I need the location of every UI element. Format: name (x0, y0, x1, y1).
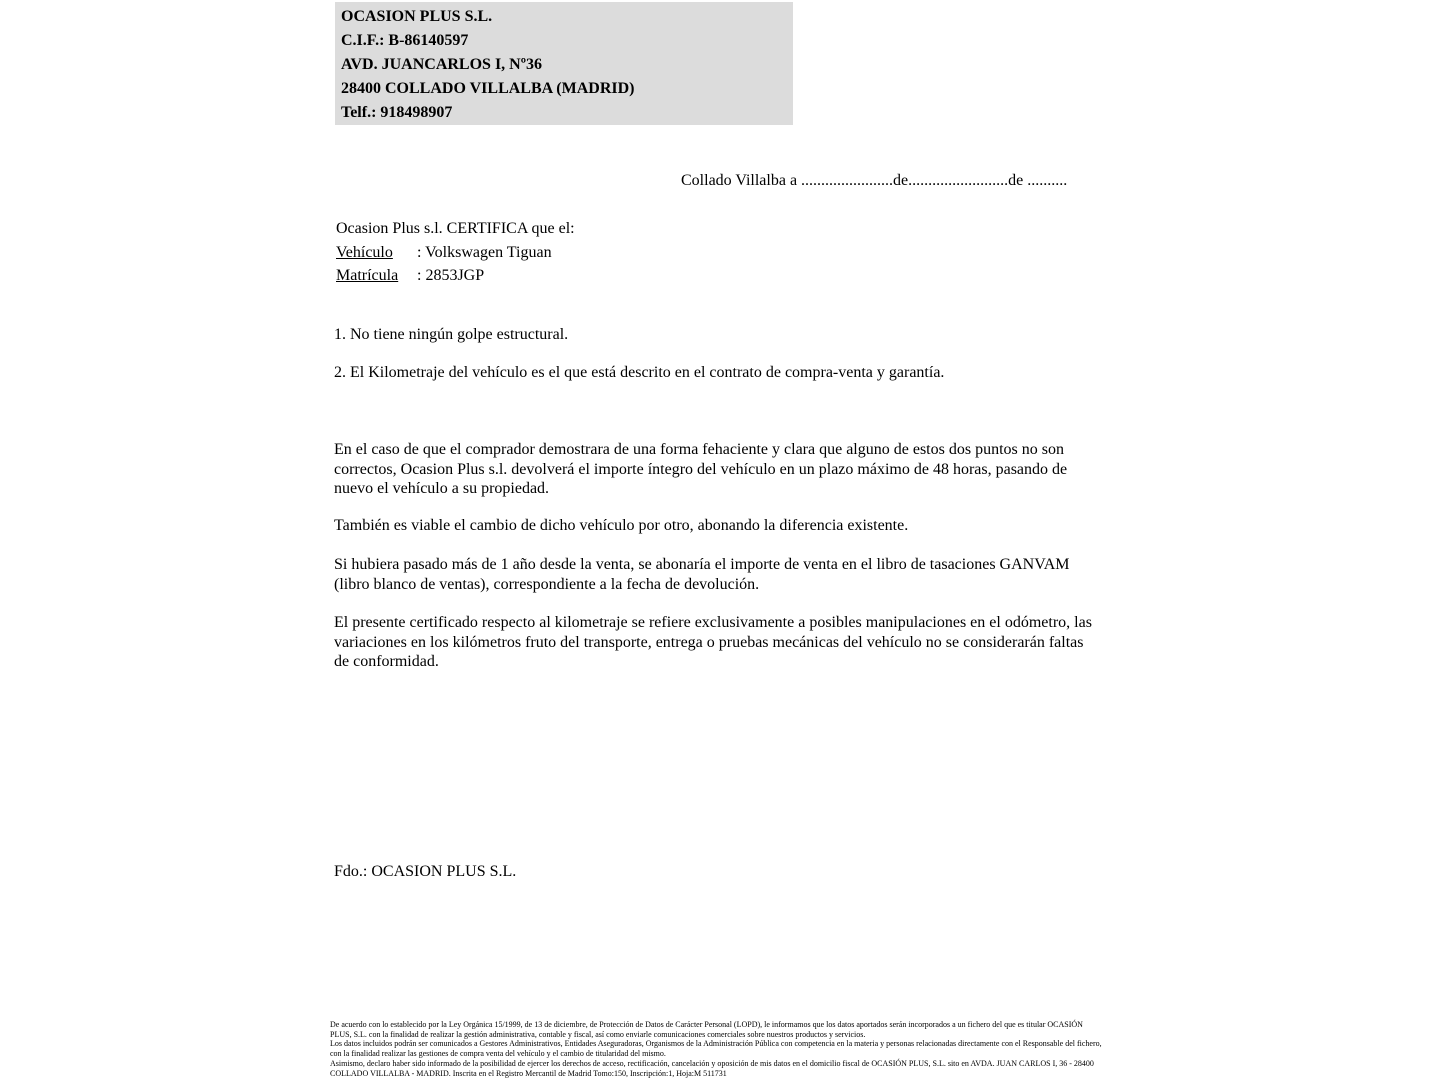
plate-separator: : (417, 267, 422, 284)
company-header-box (335, 2, 793, 125)
vehicle-label: Vehículo (336, 243, 393, 261)
signature-line: Fdo.: OCASION PLUS S.L. (334, 863, 517, 880)
condition-point-2: 2. El Kilometraje del vehículo es el que está descrito en el contrato de compra-venta y garantía. (334, 364, 945, 381)
paragraph-refund-terms: En el caso de que el comprador demostrara de una forma fehaciente y clara que alguno de estos dos puntos no son correctos, Ocasion Plus s.l. devolverá el importe íntegro del vehículo en un plazo máximo de 48 horas, pasando de nuevo el vehículo a su propiedad. (334, 441, 1068, 497)
vehicle-separator: : (417, 243, 422, 261)
certification-block (336, 217, 575, 288)
company-city: 28400 COLLADO VILLALBA (MADRID) (341, 80, 635, 97)
vehicle-field (336, 241, 575, 265)
plate-value: 2853JGP (425, 267, 485, 284)
legal-paragraph-lopd: De acuerdo con lo establecido por la Ley Orgánica 15/1999, de 13 de diciembre, de Protección de Datos de Carácter Personal (LOPD), le informamos que los datos aportados serán incorporados a un fichero del que es titular OCASIÓN PLUS, S.L. con la finalidad de realizar la gestión administrativa, contable y fiscal, así como enviarle comunicaciones comerciales sobre nuestros productos y servicios. (330, 1020, 1083, 1039)
condition-point-1: 1. No tiene ningún golpe estructural. (334, 326, 569, 343)
company-cif: C.I.F.: B-86140597 (341, 32, 469, 49)
paragraph-ganvam-valuation: Si hubiera pasado más de 1 año desde la venta, se abonaría el importe de venta en el libro de tasaciones GANVAM (libro blanco de ventas), correspondiente a la fecha de devolución. (334, 556, 1070, 593)
legal-fine-print (330, 1020, 1102, 1078)
legal-paragraph-data-sharing: Los datos incluidos podrán ser comunicados a Gestores Administrativos, Entidades Aseguradoras, Organismos de la Administración Pública con competencia en la materia y personas relacionadas directamente con el Responsable del fichero, con la finalidad realizar las gestiones de compra venta del vehículo y el cambio de titularidad del mismo. (330, 1039, 1102, 1059)
plate-label: Matrícula (336, 267, 399, 284)
company-name: OCASION PLUS S.L. (341, 8, 493, 25)
paragraph-odometer-disclaimer: El presente certificado respecto al kilometraje se refiere exclusivamente a posibles manipulaciones en el odómetro, las variaciones en los kilómetros fruto del transporte, entrega o pruebas mecánicas del vehículo no se considerarán faltas de conformidad. (334, 614, 1092, 670)
legal-paragraph-rights: Asimismo, declaro haber sido informado de la posibilidad de ejercer los derechos de acceso, rectificación, cancelación y oposición de mis datos en el domicilio fiscal de OCASIÓN PLUS, S.L. sito en AVDA. JUAN CARLOS I, 36 - 28400 COLLADO VILLALBA - MADRID. Inscrita en el Registro Mercantil de Madrid Tomo:150, Inscripción:1, Hoja:M 511731 (330, 1058, 1094, 1078)
certify-intro: Ocasion Plus s.l. CERTIFICA que el: (336, 220, 575, 237)
vehicle-value: Volkswagen Tiguan (425, 243, 552, 261)
paragraph-exchange-option: También es viable el cambio de dicho vehículo por otro, abonando la diferencia existente. (334, 517, 909, 534)
date-line: Collado Villalba a .......................de.........................de .......... (681, 172, 1068, 189)
company-phone: Telf.: 918498907 (341, 104, 453, 121)
plate-field (336, 264, 575, 288)
company-address: AVD. JUANCARLOS I, Nº36 (341, 56, 543, 73)
